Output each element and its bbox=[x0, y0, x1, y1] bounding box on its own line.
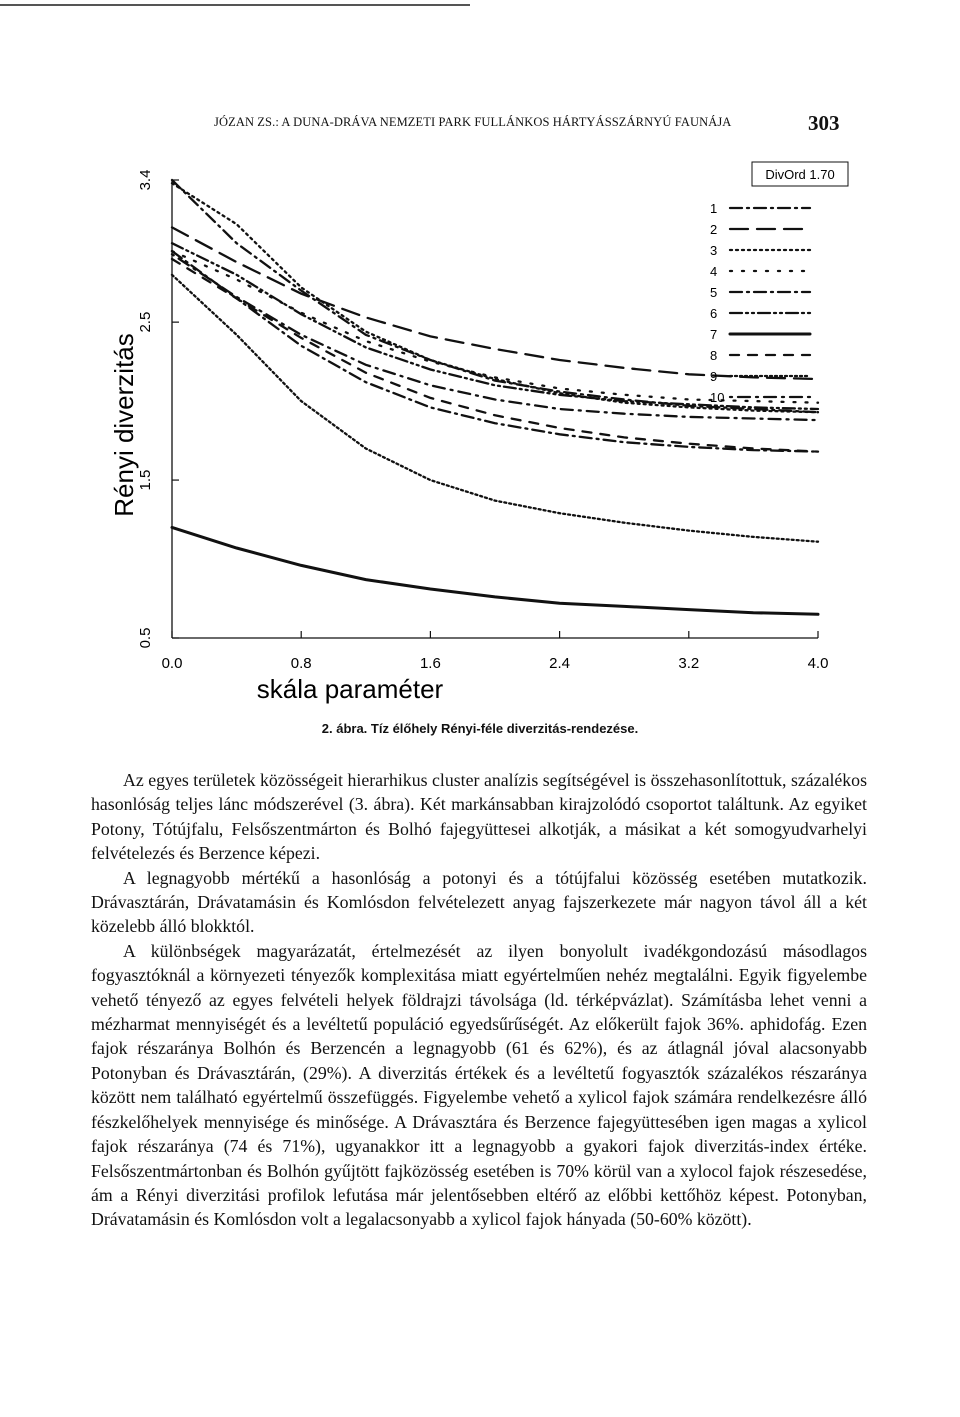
series-line-7 bbox=[172, 527, 818, 614]
legend-label-2: 2 bbox=[710, 222, 718, 237]
legend-label-9: 9 bbox=[710, 369, 718, 384]
x-tick-label: 2.4 bbox=[549, 655, 571, 672]
chart-legend bbox=[710, 162, 848, 405]
x-tick-label: 4.0 bbox=[807, 655, 829, 672]
y-axis-label: Rényi diverzitás bbox=[109, 333, 139, 517]
y-tick-label: 0.5 bbox=[137, 627, 154, 649]
figure-caption: 2. ábra. Tíz élőhely Rényi-féle diverzitás-rendezése. bbox=[321, 721, 639, 736]
series-line-2 bbox=[172, 227, 818, 379]
x-tick-label: 0.8 bbox=[290, 655, 312, 672]
x-tick-label: 1.6 bbox=[419, 655, 441, 672]
legend-label-3: 3 bbox=[710, 243, 718, 258]
page-number: 303 bbox=[808, 111, 840, 135]
paragraph: A legnagyobb mértékű a hasonlóság a potonyi és a tótújfalui közösség esetében mutatkozik. Drávasztárán, Drávatamásin és Komlósdon felvételezett anyag fajszerkezete már nagyon távol áll a két közelebb álló blokktól. bbox=[91, 867, 867, 937]
legend-label-1: 1 bbox=[710, 201, 718, 216]
legend-label-8: 8 bbox=[710, 348, 718, 363]
running-title: JÓZAN ZS.: A DUNA-DRÁVA NEMZETI PARK FULLÁNKOS HÁRTYÁSSZÁRNYÚ FAUNÁJA bbox=[214, 115, 732, 129]
top-rule bbox=[0, 4, 470, 6]
legend-label-6: 6 bbox=[710, 306, 718, 321]
x-tick-label: 0.0 bbox=[161, 655, 183, 672]
legend-label-7: 7 bbox=[710, 327, 718, 342]
paragraph: Az egyes területek közösségeit hierarhikus cluster analízis segítségével is összehasonlítottuk, százalékos hasonlóság teljes lánc módszerével (3. ábra). Két markánsabban kirajzolódó csoportot találtunk. Az egyiket Potony, Tótújfalu, Felsőszentmárton és Bolhó fajegyüttesei alkotják, a másikat a két somogyudvarhelyi felvételezés és Berzence képezi. bbox=[91, 770, 867, 864]
y-tick-label: 3.4 bbox=[137, 169, 154, 191]
legend-label-4: 4 bbox=[710, 264, 718, 279]
legend-title: DivOrd 1.70 bbox=[765, 167, 835, 182]
series-line-5 bbox=[172, 251, 818, 452]
x-axis-label: skála paraméter bbox=[256, 674, 444, 704]
y-tick-label: 1.5 bbox=[137, 469, 154, 491]
y-tick-label: 2.5 bbox=[137, 311, 154, 333]
legend-label-10: 10 bbox=[710, 390, 725, 405]
x-tick-label: 3.2 bbox=[678, 655, 700, 672]
legend-label-5: 5 bbox=[710, 285, 718, 300]
body-text bbox=[91, 768, 867, 1232]
paragraph: A különbségek magyarázatát, értelmezését az ilyen bonyolult ivadékgondozású másodlagos fogyasztóknál a környezeti tényezők komplexitása miatt egyértelműen nehéz megtalálni. Egyik figyelembe vehető tényező az egyes felvételi helyek földrajzi távolsága (ld. térképvázlat). Számításba lehet venni a mézharmat mennyiségét és a levéltetű populáció egyedsűrűségét. Az előkerült fajok 36%. aphidofág. Ezen fajok részaránya Bolhón és Berzencén a legnagyobb (61 és 62%), és az átlagnál jóval alacsonyabb Potonyban és Drávasztárán, (29%). A diverzitás értékek és a levéltetű fogyasztók százalékos részaránya között nem található egyértelmű összefüggés. Figyelembe vehető a xylicol fajok számára rendelkezésre álló fészkelőhelyek mennyisége és minősége. A Drávasztára és Berzence fajegyüttesében igen magas a xylicol fajok részaránya (74 és 71%), ugyanakkor itt a legnagyobb a gyakori fajok diverzitás-index értéke. Felsőszentmártonban és Bolhón gyűjtött fajközösség esetében is 70% körül van a xylocol fajok részesedése, ám a Rényi diverzitási profilok lefutása már jelentősebben eltérő az előbbi kettőhöz képest. Potonyban, Drávatamásin és Komlósdon volt a legalacsonyabb a xylicol fajok hányada (50-60% között). bbox=[91, 940, 867, 1230]
renyi-diversity-chart bbox=[100, 160, 860, 720]
